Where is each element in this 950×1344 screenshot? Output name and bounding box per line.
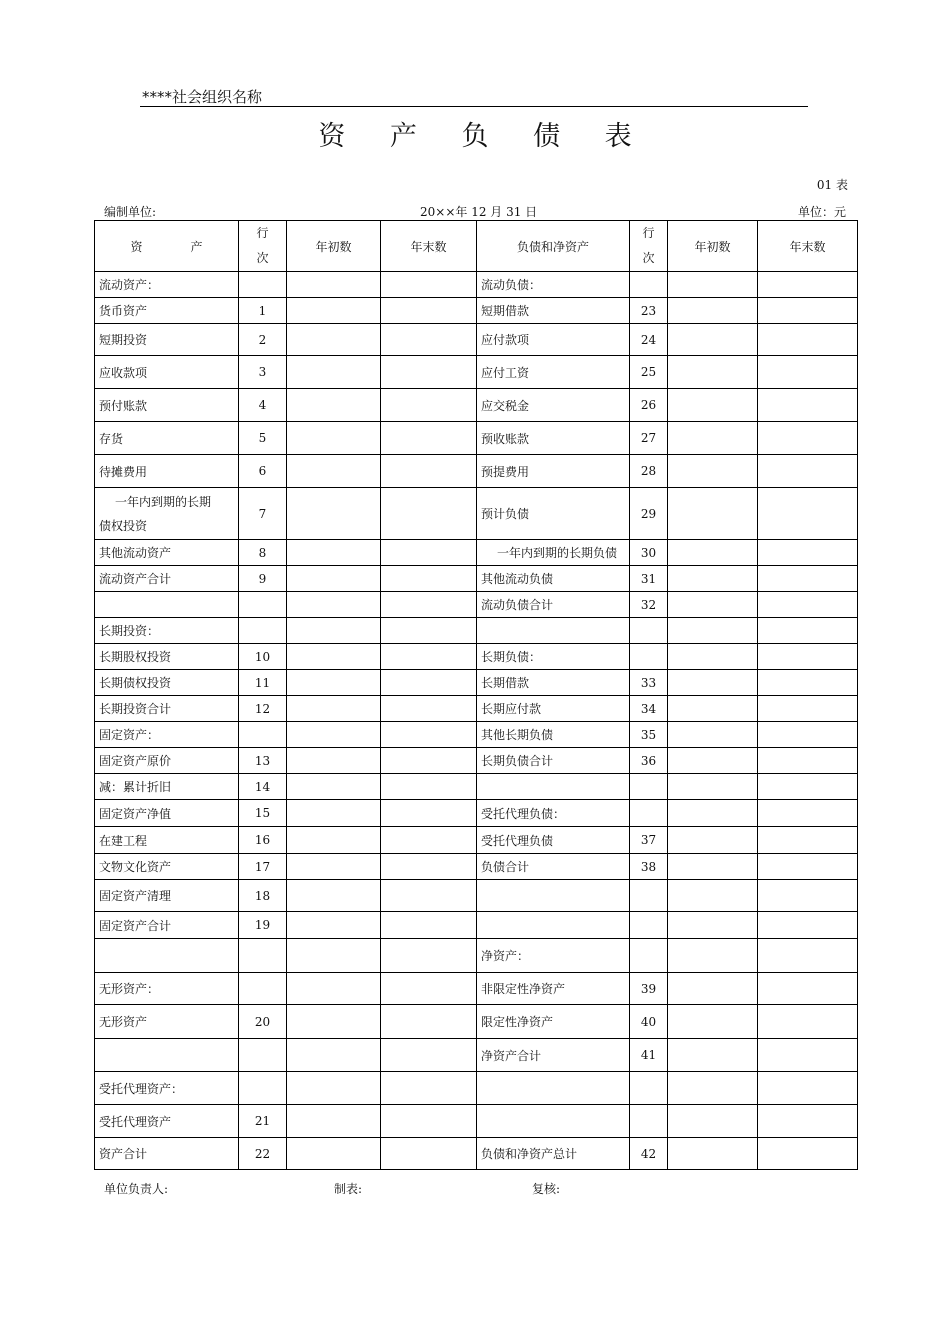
liability-row-number: 33 — [630, 670, 668, 696]
asset-row-number: 5 — [239, 422, 287, 455]
liability-row-number: 28 — [630, 455, 668, 488]
liability-ending-cell[interactable] — [758, 272, 858, 298]
asset-row-number: 7 — [239, 488, 287, 540]
liability-item: 限定性净资产 — [477, 1005, 630, 1039]
asset-row-number: 17 — [239, 854, 287, 880]
liability-beginning-cell[interactable] — [668, 592, 758, 618]
liability-ending-cell[interactable] — [758, 748, 858, 774]
liability-row-number: 26 — [630, 389, 668, 422]
liability-row-number — [630, 939, 668, 973]
asset-beginning-cell[interactable] — [287, 880, 381, 912]
liability-row-number: 40 — [630, 1005, 668, 1039]
table-row — [95, 696, 858, 722]
asset-ending-cell[interactable] — [381, 827, 477, 854]
header-row-no: 行次 — [239, 221, 287, 272]
liability-row-number: 29 — [630, 488, 668, 540]
liability-row-number — [630, 1105, 668, 1138]
table-row — [95, 566, 858, 592]
asset-row-number — [239, 618, 287, 644]
liability-beginning-cell[interactable] — [668, 566, 758, 592]
asset-ending-cell[interactable] — [381, 488, 477, 540]
liability-item: 应付工资 — [477, 356, 630, 389]
asset-item: 待摊费用 — [95, 455, 239, 488]
liability-ending-cell[interactable] — [758, 939, 858, 973]
liability-row-number — [630, 272, 668, 298]
liability-item: 受托代理负债 — [477, 827, 630, 854]
liability-row-number: 34 — [630, 696, 668, 722]
header-ending-balance-2: 年末数 — [758, 221, 858, 272]
asset-beginning-cell[interactable] — [287, 912, 381, 939]
asset-item-line-1: 一年内到期的长期 — [115, 494, 212, 509]
asset-item: 长期债权投资 — [95, 670, 239, 696]
asset-row-number: 13 — [239, 748, 287, 774]
liability-item: 短期借款 — [477, 298, 630, 324]
liability-beginning-cell[interactable] — [668, 800, 758, 827]
asset-ending-cell[interactable] — [381, 272, 477, 298]
asset-ending-cell[interactable] — [381, 774, 477, 800]
asset-beginning-cell[interactable] — [287, 1138, 381, 1170]
asset-row-number: 18 — [239, 880, 287, 912]
liability-ending-cell[interactable] — [758, 389, 858, 422]
asset-ending-cell[interactable] — [381, 670, 477, 696]
liability-beginning-cell[interactable] — [668, 644, 758, 670]
asset-item: 流动资产： — [95, 272, 239, 298]
liability-item: 其他流动负债 — [477, 566, 630, 592]
asset-item: 存货 — [95, 422, 239, 455]
liability-item: 其他长期负债 — [477, 722, 630, 748]
asset-item: 受托代理资产： — [95, 1072, 239, 1105]
asset-item — [95, 1039, 239, 1072]
liability-beginning-cell[interactable] — [668, 774, 758, 800]
table-row — [95, 880, 858, 912]
asset-beginning-cell[interactable] — [287, 800, 381, 827]
liability-ending-cell[interactable] — [758, 1039, 858, 1072]
asset-ending-cell[interactable] — [381, 854, 477, 880]
liability-row-number — [630, 774, 668, 800]
asset-beginning-cell[interactable] — [287, 1039, 381, 1072]
asset-ending-cell[interactable] — [381, 800, 477, 827]
table-row — [95, 670, 858, 696]
table-row — [95, 800, 858, 827]
liability-beginning-cell[interactable] — [668, 356, 758, 389]
liability-ending-cell[interactable] — [758, 912, 858, 939]
table-row — [95, 939, 858, 973]
asset-beginning-cell[interactable] — [287, 748, 381, 774]
asset-item: 减：累计折旧 — [95, 774, 239, 800]
asset-item — [95, 592, 239, 618]
header-row-no-2: 行次 — [630, 221, 668, 272]
asset-beginning-cell[interactable] — [287, 973, 381, 1005]
asset-beginning-cell[interactable] — [287, 592, 381, 618]
asset-item: 资产合计 — [95, 1138, 239, 1170]
asset-item: 在建工程 — [95, 827, 239, 854]
asset-ending-cell[interactable] — [381, 566, 477, 592]
asset-row-number: 10 — [239, 644, 287, 670]
asset-item: 长期投资合计 — [95, 696, 239, 722]
asset-beginning-cell[interactable] — [287, 356, 381, 389]
liability-ending-cell[interactable] — [758, 455, 858, 488]
form-number: 01 表 — [816, 178, 848, 192]
liability-row-number: 42 — [630, 1138, 668, 1170]
liability-item: 预收账款 — [477, 422, 630, 455]
liability-beginning-cell[interactable] — [668, 827, 758, 854]
organization-underline — [140, 106, 808, 107]
asset-row-number: 20 — [239, 1005, 287, 1039]
liability-beginning-cell[interactable] — [668, 1138, 758, 1170]
liability-row-number — [630, 644, 668, 670]
table-row — [95, 827, 858, 854]
asset-ending-cell[interactable] — [381, 644, 477, 670]
header-beginning-balance-2: 年初数 — [668, 221, 758, 272]
asset-item: 其他流动资产 — [95, 540, 239, 566]
liability-row-number: 31 — [630, 566, 668, 592]
liability-beginning-cell[interactable] — [668, 912, 758, 939]
liability-item: 长期借款 — [477, 670, 630, 696]
report-date: 20××年 12 月 31 日 — [420, 205, 538, 219]
table-row — [95, 592, 858, 618]
asset-beginning-cell[interactable] — [287, 939, 381, 973]
liability-beginning-cell[interactable] — [668, 670, 758, 696]
liability-item: 长期负债： — [477, 644, 630, 670]
asset-beginning-cell[interactable] — [287, 389, 381, 422]
asset-beginning-cell[interactable] — [287, 540, 381, 566]
liability-row-number: 35 — [630, 722, 668, 748]
table-row — [95, 298, 858, 324]
asset-row-number: 16 — [239, 827, 287, 854]
asset-beginning-cell[interactable] — [287, 1005, 381, 1039]
liability-beginning-cell[interactable] — [668, 618, 758, 644]
liability-ending-cell[interactable] — [758, 592, 858, 618]
liability-item: 非限定性净资产 — [477, 973, 630, 1005]
liability-ending-cell[interactable] — [758, 854, 858, 880]
header-liabilities-net-assets: 负债和净资产 — [477, 221, 630, 272]
table-row — [95, 540, 858, 566]
liability-row-number: 25 — [630, 356, 668, 389]
liability-item: 预计负债 — [477, 488, 630, 540]
asset-row-number — [239, 1072, 287, 1105]
liability-beginning-cell[interactable] — [668, 488, 758, 540]
table-row — [95, 272, 858, 298]
asset-ending-cell[interactable] — [381, 912, 477, 939]
liability-beginning-cell[interactable] — [668, 298, 758, 324]
liability-row-number — [630, 912, 668, 939]
asset-ending-cell[interactable] — [381, 422, 477, 455]
asset-beginning-cell[interactable] — [287, 774, 381, 800]
table-row — [95, 854, 858, 880]
asset-ending-cell[interactable] — [381, 973, 477, 1005]
asset-beginning-cell[interactable] — [287, 422, 381, 455]
liability-beginning-cell[interactable] — [668, 272, 758, 298]
asset-row-number: 12 — [239, 696, 287, 722]
liability-beginning-cell[interactable] — [668, 880, 758, 912]
table-row — [95, 912, 858, 939]
liability-ending-cell[interactable] — [758, 1138, 858, 1170]
asset-beginning-cell[interactable] — [287, 324, 381, 356]
asset-item: 文物文化资产 — [95, 854, 239, 880]
liability-ending-cell[interactable] — [758, 618, 858, 644]
liability-ending-cell[interactable] — [758, 973, 858, 1005]
asset-ending-cell[interactable] — [381, 540, 477, 566]
liability-beginning-cell[interactable] — [668, 854, 758, 880]
asset-item: 固定资产清理 — [95, 880, 239, 912]
asset-row-number: 2 — [239, 324, 287, 356]
asset-ending-cell[interactable] — [381, 455, 477, 488]
table-row — [95, 1105, 858, 1138]
liability-ending-cell[interactable] — [758, 540, 858, 566]
asset-item: 预付账款 — [95, 389, 239, 422]
liability-ending-cell[interactable] — [758, 324, 858, 356]
liability-item: 长期负债合计 — [477, 748, 630, 774]
asset-ending-cell[interactable] — [381, 696, 477, 722]
table-row — [95, 722, 858, 748]
asset-item: 短期投资 — [95, 324, 239, 356]
asset-beginning-cell[interactable] — [287, 670, 381, 696]
liability-beginning-cell[interactable] — [668, 1005, 758, 1039]
liability-item — [477, 618, 630, 644]
liability-row-number — [630, 880, 668, 912]
liability-row-number — [630, 618, 668, 644]
asset-beginning-cell[interactable] — [287, 455, 381, 488]
asset-ending-cell[interactable] — [381, 592, 477, 618]
liability-ending-cell[interactable] — [758, 1105, 858, 1138]
asset-beginning-cell[interactable] — [287, 644, 381, 670]
liability-row-number: 30 — [630, 540, 668, 566]
liability-item: 预提费用 — [477, 455, 630, 488]
asset-row-number — [239, 592, 287, 618]
liability-ending-cell[interactable] — [758, 644, 858, 670]
asset-item: 固定资产原价 — [95, 748, 239, 774]
asset-item: 长期投资： — [95, 618, 239, 644]
liability-item — [477, 1105, 630, 1138]
liability-ending-cell[interactable] — [758, 566, 858, 592]
asset-row-number — [239, 1039, 287, 1072]
liability-ending-cell[interactable] — [758, 774, 858, 800]
asset-ending-cell[interactable] — [381, 1039, 477, 1072]
liability-beginning-cell[interactable] — [668, 324, 758, 356]
asset-row-number — [239, 973, 287, 1005]
asset-item: 固定资产净值 — [95, 800, 239, 827]
asset-ending-cell[interactable] — [381, 1072, 477, 1105]
liability-item: 长期应付款 — [477, 696, 630, 722]
asset-beginning-cell[interactable] — [287, 854, 381, 880]
liability-item: 受托代理负债： — [477, 800, 630, 827]
header-beginning-balance: 年初数 — [287, 221, 381, 272]
liability-row-number — [630, 1072, 668, 1105]
asset-ending-cell[interactable] — [381, 1005, 477, 1039]
asset-beginning-cell[interactable] — [287, 722, 381, 748]
asset-ending-cell[interactable] — [381, 356, 477, 389]
asset-row-number: 15 — [239, 800, 287, 827]
liability-ending-cell[interactable] — [758, 800, 858, 827]
asset-ending-cell[interactable] — [381, 748, 477, 774]
asset-row-number — [239, 939, 287, 973]
asset-row-number: 22 — [239, 1138, 287, 1170]
preparing-unit-label: 编制单位: — [104, 205, 157, 219]
table-row — [95, 455, 858, 488]
liability-item: 一年内到期的长期负债 — [477, 540, 630, 566]
asset-row-number: 8 — [239, 540, 287, 566]
liability-ending-cell[interactable] — [758, 880, 858, 912]
liability-beginning-cell[interactable] — [668, 748, 758, 774]
asset-ending-cell[interactable] — [381, 298, 477, 324]
asset-ending-cell[interactable] — [381, 722, 477, 748]
liability-beginning-cell[interactable] — [668, 389, 758, 422]
table-row — [95, 973, 858, 1005]
liability-ending-cell[interactable] — [758, 488, 858, 540]
table-row — [95, 488, 858, 540]
table-row — [95, 618, 858, 644]
asset-row-number: 1 — [239, 298, 287, 324]
liability-item: 应付款项 — [477, 324, 630, 356]
liability-beginning-cell[interactable] — [668, 455, 758, 488]
liability-beginning-cell[interactable] — [668, 939, 758, 973]
asset-ending-cell[interactable] — [381, 324, 477, 356]
asset-row-number — [239, 722, 287, 748]
table-row — [95, 1072, 858, 1105]
asset-ending-cell[interactable] — [381, 1105, 477, 1138]
liability-item: 流动负债合计 — [477, 592, 630, 618]
table-row — [95, 1138, 858, 1170]
liability-row-number: 38 — [630, 854, 668, 880]
preparer-label: 制表: — [334, 1182, 363, 1196]
liability-item: 净资产合计 — [477, 1039, 630, 1072]
unit-head-label: 单位负责人: — [104, 1182, 169, 1196]
asset-row-number: 19 — [239, 912, 287, 939]
asset-beginning-cell[interactable] — [287, 1105, 381, 1138]
asset-row-number: 6 — [239, 455, 287, 488]
organization-name: ****社会组织名称 — [142, 88, 263, 106]
liability-row-number: 24 — [630, 324, 668, 356]
table-row — [95, 1005, 858, 1039]
liability-beginning-cell[interactable] — [668, 722, 758, 748]
liability-row-number — [630, 800, 668, 827]
liability-row-number: 23 — [630, 298, 668, 324]
balance-sheet-table — [94, 220, 858, 1170]
liability-row-number: 27 — [630, 422, 668, 455]
asset-beginning-cell[interactable] — [287, 566, 381, 592]
asset-beginning-cell[interactable] — [287, 272, 381, 298]
liability-row-number: 36 — [630, 748, 668, 774]
asset-row-number: 21 — [239, 1105, 287, 1138]
liability-ending-cell[interactable] — [758, 1005, 858, 1039]
liability-item: 净资产： — [477, 939, 630, 973]
asset-item: 应收款项 — [95, 356, 239, 389]
liability-ending-cell[interactable] — [758, 670, 858, 696]
asset-beginning-cell[interactable] — [287, 488, 381, 540]
asset-beginning-cell[interactable] — [287, 618, 381, 644]
asset-item — [95, 939, 239, 973]
asset-item: 无形资产 — [95, 1005, 239, 1039]
asset-beginning-cell[interactable] — [287, 696, 381, 722]
asset-item: 固定资产合计 — [95, 912, 239, 939]
asset-beginning-cell[interactable] — [287, 1072, 381, 1105]
asset-item: 流动资产合计 — [95, 566, 239, 592]
liability-ending-cell[interactable] — [758, 696, 858, 722]
asset-row-number: 3 — [239, 356, 287, 389]
asset-item — [95, 488, 239, 540]
table-row — [95, 748, 858, 774]
liability-beginning-cell[interactable] — [668, 1039, 758, 1072]
asset-ending-cell[interactable] — [381, 618, 477, 644]
asset-ending-cell[interactable] — [381, 939, 477, 973]
liability-ending-cell[interactable] — [758, 298, 858, 324]
asset-row-number: 11 — [239, 670, 287, 696]
liability-item: 负债合计 — [477, 854, 630, 880]
table-row — [95, 644, 858, 670]
liability-ending-cell[interactable] — [758, 827, 858, 854]
asset-item: 无形资产： — [95, 973, 239, 1005]
table-row — [95, 774, 858, 800]
asset-beginning-cell[interactable] — [287, 298, 381, 324]
liability-item — [477, 912, 630, 939]
asset-ending-cell[interactable] — [381, 880, 477, 912]
asset-item-line-2: 债权投资 — [99, 518, 148, 533]
liability-row-number: 37 — [630, 827, 668, 854]
table-row — [95, 324, 858, 356]
currency-unit-label: 单位：元 — [797, 205, 846, 219]
reviewer-label: 复核: — [532, 1182, 561, 1196]
liability-beginning-cell[interactable] — [668, 422, 758, 455]
asset-item: 固定资产： — [95, 722, 239, 748]
header-ending-balance: 年末数 — [381, 221, 477, 272]
liability-row-number: 39 — [630, 973, 668, 1005]
asset-row-number: 14 — [239, 774, 287, 800]
liability-row-number: 32 — [630, 592, 668, 618]
liability-item — [477, 880, 630, 912]
page-title: 资 产 负 债 表 — [318, 121, 650, 152]
liability-ending-cell[interactable] — [758, 422, 858, 455]
asset-ending-cell[interactable] — [381, 389, 477, 422]
asset-row-number: 9 — [239, 566, 287, 592]
table-row — [95, 389, 858, 422]
liability-item — [477, 1072, 630, 1105]
asset-row-number — [239, 272, 287, 298]
liability-item: 应交税金 — [477, 389, 630, 422]
liability-beginning-cell[interactable] — [668, 540, 758, 566]
table-row — [95, 1039, 858, 1072]
table-row — [95, 422, 858, 455]
asset-item: 受托代理资产 — [95, 1105, 239, 1138]
asset-item: 货币资产 — [95, 298, 239, 324]
asset-beginning-cell[interactable] — [287, 827, 381, 854]
liability-beginning-cell[interactable] — [668, 1072, 758, 1105]
liability-ending-cell[interactable] — [758, 356, 858, 389]
asset-row-number: 4 — [239, 389, 287, 422]
asset-item: 长期股权投资 — [95, 644, 239, 670]
liability-ending-cell[interactable] — [758, 722, 858, 748]
liability-item: 负债和净资产总计 — [477, 1138, 630, 1170]
liability-beginning-cell[interactable] — [668, 1105, 758, 1138]
liability-beginning-cell[interactable] — [668, 696, 758, 722]
liability-ending-cell[interactable] — [758, 1072, 858, 1105]
table-row — [95, 356, 858, 389]
liability-item — [477, 774, 630, 800]
liability-beginning-cell[interactable] — [668, 973, 758, 1005]
header-assets: 资 产 — [95, 221, 239, 272]
liability-row-number: 41 — [630, 1039, 668, 1072]
liability-item: 流动负债： — [477, 272, 630, 298]
asset-ending-cell[interactable] — [381, 1138, 477, 1170]
